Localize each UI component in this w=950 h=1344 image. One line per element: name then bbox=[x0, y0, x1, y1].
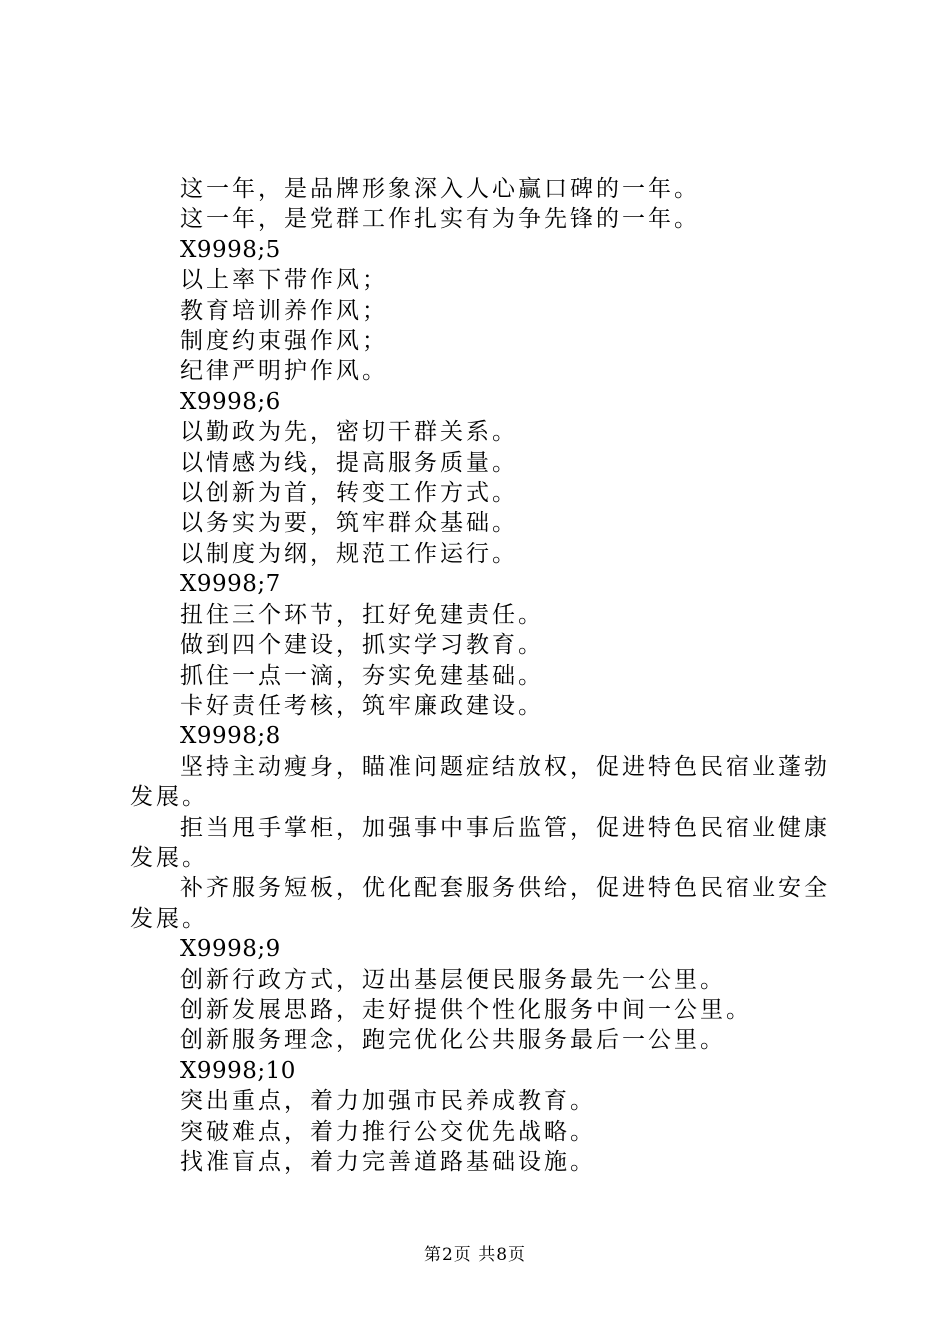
paragraph: 拒当甩手掌柜，加强事中事后监管，促进特色民宿业健康发展。 bbox=[130, 814, 830, 871]
text-line: 这一年，是党群工作扎实有为争先锋的一年。 bbox=[180, 206, 700, 233]
paragraph: 补齐服务短板，优化配套服务供给，促进特色民宿业安全发展。 bbox=[130, 875, 830, 932]
document-body bbox=[130, 174, 835, 1177]
section-code: X9998;10 bbox=[180, 1057, 296, 1084]
text-line: 突破难点，着力推行公交优先战略。 bbox=[180, 1118, 596, 1145]
text-line: 制度约束强作风； bbox=[180, 328, 388, 355]
page-footer bbox=[0, 1244, 950, 1266]
text-line: 这一年，是品牌形象深入人心赢口碑的一年。 bbox=[180, 176, 700, 202]
text-line: 以创新为首，转变工作方式。 bbox=[180, 480, 518, 507]
text-line: 以情感为线，提高服务质量。 bbox=[180, 449, 518, 476]
page-number: 第2页 共8页 bbox=[423, 1245, 527, 1265]
text-line: 抓住一点一滴，夯实免建基础。 bbox=[180, 662, 544, 689]
section-code: X9998;9 bbox=[180, 936, 281, 963]
section-code: X9998;5 bbox=[180, 236, 281, 263]
text-line: 突出重点，着力加强市民养成教育。 bbox=[180, 1088, 596, 1115]
text-line: 以上率下带作风； bbox=[180, 267, 388, 294]
text-line: 教育培训养作风； bbox=[180, 297, 388, 324]
text-line: 以勤政为先，密切干群关系。 bbox=[180, 419, 518, 446]
text-line: 以制度为纲，规范工作运行。 bbox=[180, 540, 518, 567]
text-line: 做到四个建设，抓实学习教育。 bbox=[180, 632, 544, 659]
section-code: X9998;7 bbox=[180, 571, 281, 598]
text-line: 扭住三个环节，扛好免建责任。 bbox=[180, 601, 544, 628]
text-line: 找准盲点，着力完善道路基础设施。 bbox=[180, 1149, 596, 1175]
text-line: 创新行政方式，迈出基层便民服务最先一公里。 bbox=[180, 966, 726, 993]
section-code: X9998;8 bbox=[180, 723, 281, 750]
text-line: 卡好责任考核，筑牢廉政建设。 bbox=[180, 692, 544, 719]
paragraph: 坚持主动瘦身，瞄准问题症结放权，促进特色民宿业蓬勃发展。 bbox=[130, 753, 830, 811]
text-line: 创新发展思路，走好提供个性化服务中间一公里。 bbox=[180, 996, 752, 1023]
section-code: X9998;6 bbox=[180, 388, 281, 415]
text-line: 纪律严明护作风。 bbox=[180, 358, 388, 385]
text-line: 创新服务理念，跑完优化公共服务最后一公里。 bbox=[180, 1027, 726, 1054]
text-line: 以务实为要，筑牢群众基础。 bbox=[180, 510, 518, 537]
